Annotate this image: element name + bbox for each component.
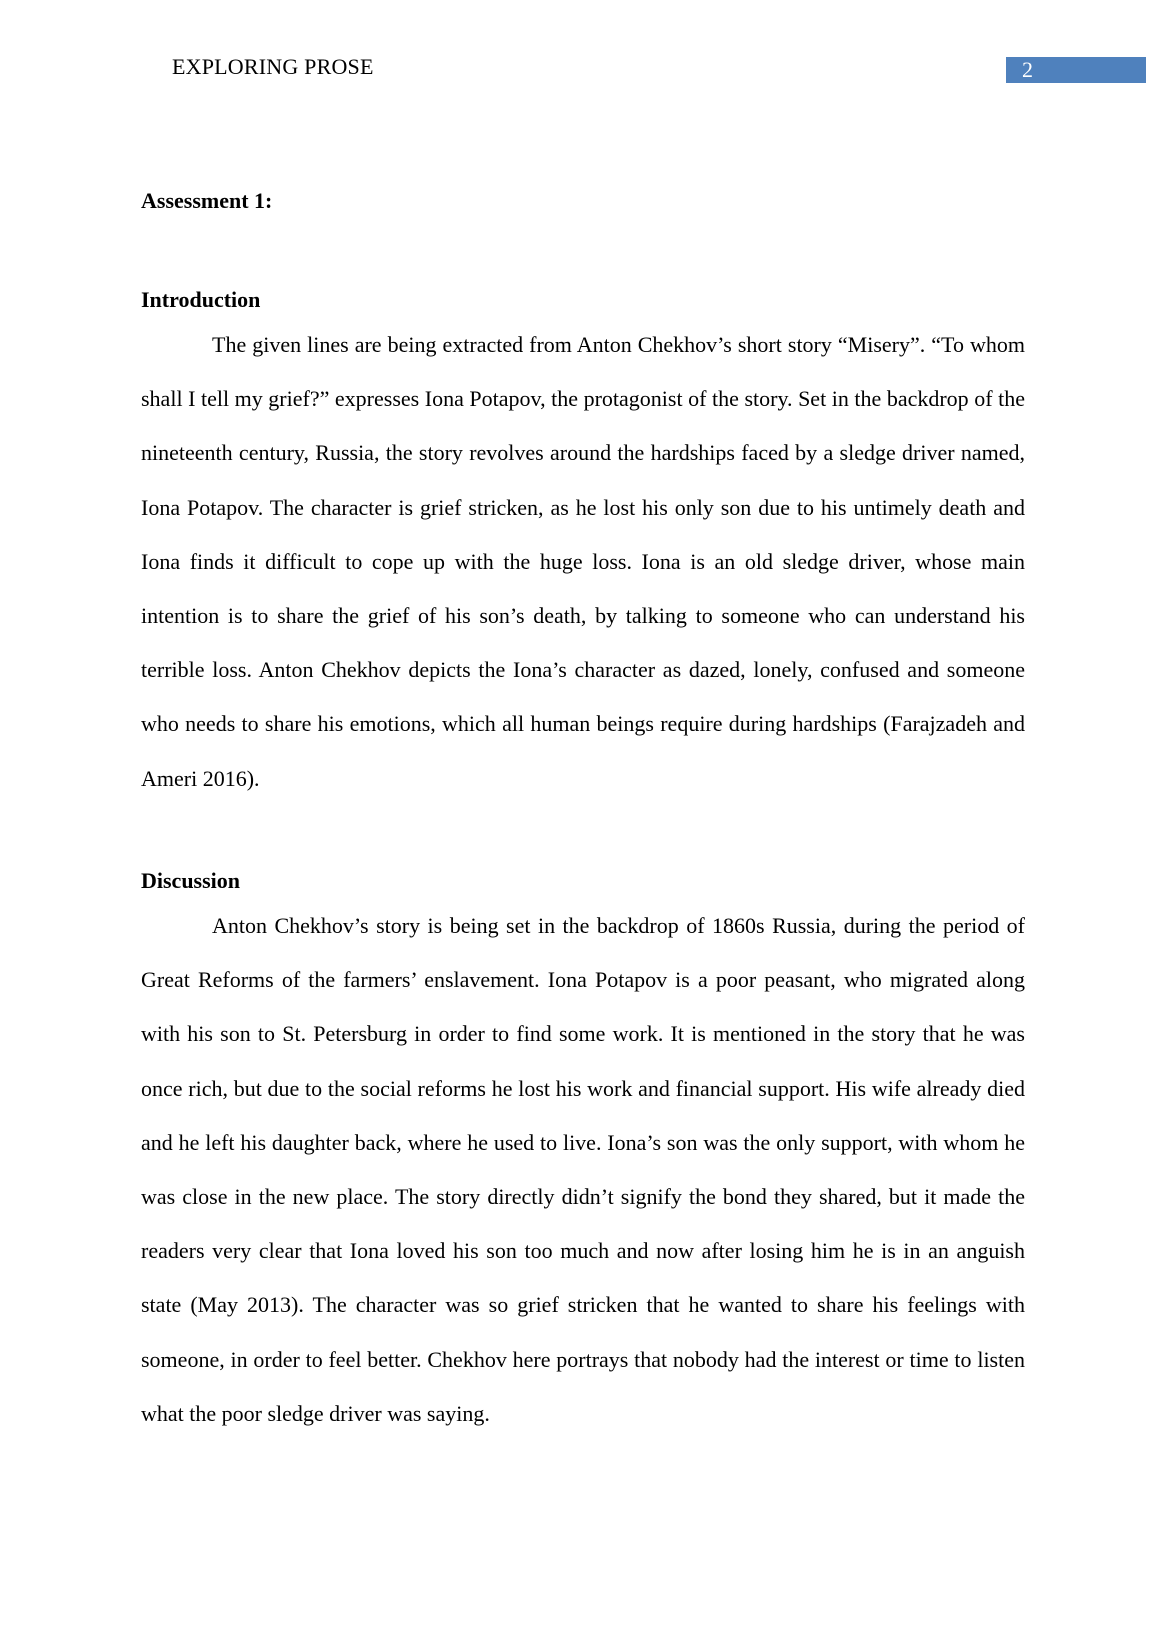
page-number: 2 xyxy=(1006,57,1146,83)
introduction-paragraph: The given lines are being extracted from Anton Chekhov’s short story “Misery”. “To whom shall I tell my grief?” expresses Iona Potapov, the protagonist of the story. Set in the backdrop of the nineteenth century, Russia, the story revolves around the hardships faced by a sledge driver named, Iona Potapov. The character is grief stricken, as he lost his only son due to his untimely death and Iona finds it difficult to cope up with the huge loss. Iona is an old sledge driver, whose main intention is to share the grief of his son’s death, by talking to someone who can understand his terrible loss. Anton Chekhov depicts the Iona’s character as dazed, lonely, confused and someone who needs to share his emotions, which all human beings require during hardships (Farajzadeh and Ameri 2016). xyxy=(141,332,1025,791)
discussion-heading: Discussion xyxy=(141,868,241,893)
introduction-heading: Introduction xyxy=(141,287,261,312)
discussion-paragraph: Anton Chekhov’s story is being set in the backdrop of 1860s Russia, during the period of Great Reforms of the farmers’ enslavement. Iona Potapov is a poor peasant, who migrated along with his son to St. Petersburg in order to find some work. It is mentioned in the story that he was once rich, but due to the social reforms he lost his work and financial support. His wife already died and he left his daughter back, where he used to live. Iona’s son was the only support, with whom he was close in the new place. The story directly didn’t signify the bond they shared, but it made the readers very clear that Iona loved his son too much and now after losing him he is in an anguish state (May 2013). The character was so grief stricken that he wanted to share his feelings with someone, in order to feel better. Chekhov here portrays that nobody had the interest or time to listen what the poor sledge driver was saying. xyxy=(141,913,1025,1426)
running-head: EXPLORING PROSE xyxy=(172,54,374,79)
assessment-title: Assessment 1: xyxy=(141,188,273,213)
